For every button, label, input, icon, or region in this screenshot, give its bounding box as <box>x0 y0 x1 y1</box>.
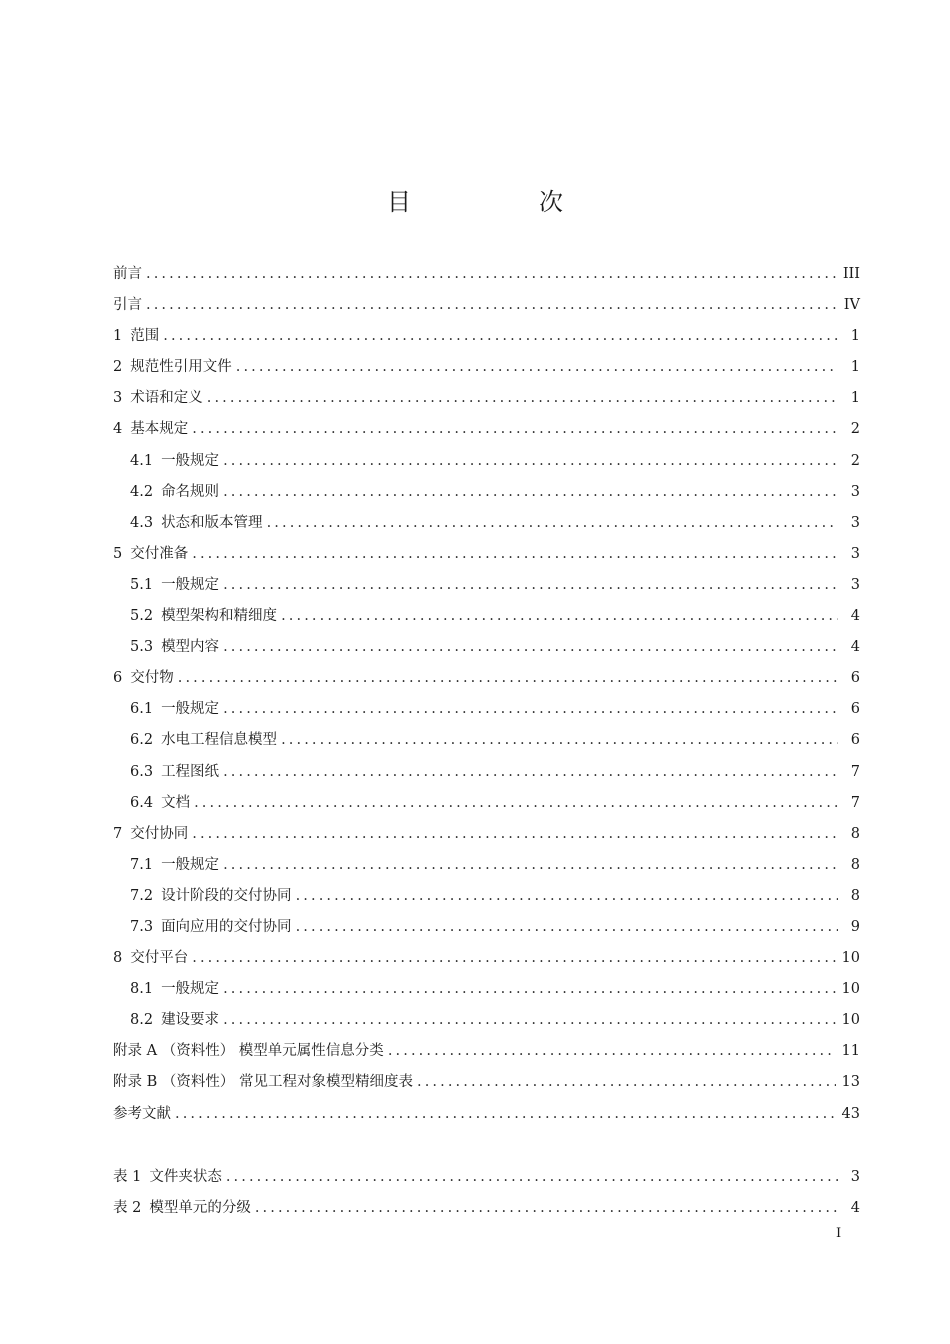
toc-entry-page: 4 <box>850 639 860 656</box>
toc-entry-page: 10 <box>841 981 860 998</box>
toc-entry-title: 规范性引用文件 <box>130 359 232 376</box>
toc-entry-number: 6.4 <box>130 794 154 811</box>
toc-entry-page: 3 <box>850 514 860 531</box>
toc-entry[interactable] <box>113 632 860 663</box>
toc-entry-number: 8.1 <box>130 981 154 998</box>
table-entry[interactable] <box>113 1193 860 1224</box>
list-of-tables <box>113 1162 860 1224</box>
dot-leader <box>388 1036 836 1067</box>
toc-entry[interactable] <box>113 352 860 383</box>
toc-entry[interactable] <box>113 788 860 819</box>
toc-entry[interactable] <box>113 290 860 321</box>
page-title: 目 次 <box>387 188 615 216</box>
toc-entry-title: 工程图纸 <box>161 763 220 780</box>
toc-entry-number: 1 <box>113 328 123 345</box>
toc-entry-number: 2 <box>113 359 123 376</box>
toc-entry-page: 3 <box>850 576 860 593</box>
dot-leader <box>223 850 838 881</box>
toc-entry-title: 术语和定义 <box>130 390 203 407</box>
toc-entry[interactable] <box>113 850 860 881</box>
toc-entry-title: 一般规定 <box>161 701 220 718</box>
toc-entry-title: 一般规定 <box>161 576 220 593</box>
toc-entry-page: 2 <box>850 452 860 469</box>
toc-entry[interactable] <box>113 539 860 570</box>
toc-entry-title: 参考文献 <box>113 1105 171 1122</box>
dot-leader <box>267 508 838 539</box>
toc-entry[interactable] <box>113 259 860 290</box>
toc-entry-page: 11 <box>841 1043 860 1060</box>
toc-entry-title: 前言 <box>113 266 142 282</box>
toc-entry-page: 6 <box>850 732 860 749</box>
table-entry-number: 表 1 <box>113 1169 142 1185</box>
toc-entry-title: 范围 <box>130 328 160 345</box>
toc-entry[interactable] <box>113 570 860 601</box>
toc-entry-number: 4.2 <box>130 483 154 500</box>
toc-entry[interactable] <box>113 881 860 912</box>
toc-entry-number: 7.1 <box>130 856 154 873</box>
dot-leader <box>255 1193 838 1224</box>
toc-entry[interactable] <box>113 1067 860 1098</box>
toc-entry-number: 6.3 <box>130 763 154 780</box>
toc-entry-number: 6.1 <box>130 701 154 718</box>
table-entry-page: 4 <box>850 1200 860 1217</box>
toc-entry[interactable] <box>113 321 860 352</box>
toc-entry-number: 4.1 <box>130 452 154 469</box>
dot-leader <box>175 1099 836 1130</box>
toc-entry-number: 7 <box>113 825 123 842</box>
toc-entry[interactable] <box>113 725 860 756</box>
toc-entry-title: 交付协同 <box>130 825 189 842</box>
toc-entry[interactable] <box>113 1099 860 1130</box>
dot-leader <box>192 414 838 445</box>
toc-entry-title: 建设要求 <box>161 1012 220 1029</box>
table-entry-title: 文件夹状态 <box>149 1169 222 1185</box>
toc-entry-title: 交付平台 <box>130 950 189 967</box>
dot-leader <box>223 570 838 601</box>
toc-entry[interactable] <box>113 477 860 508</box>
toc-entry-title: 交付准备 <box>130 545 189 562</box>
dot-leader <box>223 632 838 663</box>
toc-entry[interactable] <box>113 1005 860 1036</box>
toc-entry[interactable] <box>113 974 860 1005</box>
dot-leader <box>223 446 838 477</box>
toc-entry-page: IV <box>843 297 860 314</box>
toc-entry-title: 引言 <box>113 297 142 314</box>
toc-entry-page: 1 <box>850 390 860 407</box>
toc-entry-title: 交付物 <box>130 670 174 687</box>
toc-entry[interactable] <box>113 819 860 850</box>
toc-entry-number: 8 <box>113 950 123 967</box>
toc-entry-number: 5.2 <box>130 608 154 625</box>
toc-entry-number: 3 <box>113 390 123 407</box>
toc-entry-number: 8.2 <box>130 1012 154 1029</box>
toc-entry-page: 6 <box>850 701 860 718</box>
dot-leader <box>236 352 838 383</box>
toc-entry-page: 3 <box>850 483 860 500</box>
table-entry-page: 3 <box>850 1169 860 1185</box>
toc-entry-page: 8 <box>850 856 860 873</box>
dot-leader <box>192 943 835 974</box>
toc-entry-title: 状态和版本管理 <box>161 514 263 531</box>
toc-entry-title: 水电工程信息模型 <box>161 732 278 749</box>
toc-entry-title: 文档 <box>161 794 191 811</box>
toc-entry[interactable] <box>113 601 860 632</box>
toc-entry[interactable] <box>113 912 860 943</box>
toc-entry-title: 模型架构和精细度 <box>161 608 278 625</box>
toc-entry-page: 3 <box>850 545 860 562</box>
toc-entry-title: 基本规定 <box>130 421 189 438</box>
toc-entry-page: 8 <box>850 887 860 904</box>
dot-leader <box>146 259 837 290</box>
toc-entry-page: 6 <box>850 670 860 687</box>
table-entry-title: 模型单元的分级 <box>149 1200 251 1217</box>
dot-leader <box>223 694 838 725</box>
dot-leader <box>223 1005 835 1036</box>
toc-entry-number: 5.1 <box>130 576 154 593</box>
toc-entry-page: 9 <box>850 918 860 935</box>
dot-leader <box>163 321 838 352</box>
dot-leader <box>281 725 838 756</box>
toc-entry-title: 一般规定 <box>161 452 220 469</box>
toc-entry-title: 附录 A （资料性） 模型单元属性信息分类 <box>113 1043 384 1060</box>
dot-leader <box>223 477 838 508</box>
toc-entry[interactable] <box>113 383 860 414</box>
toc-entry-number: 4.3 <box>130 514 154 531</box>
toc-entry[interactable] <box>113 414 860 445</box>
toc-entry-page: 10 <box>841 950 860 967</box>
toc-entry-page: 1 <box>850 359 860 376</box>
toc-entry-page: 8 <box>850 825 860 842</box>
dot-leader <box>296 881 838 912</box>
toc-entry-page: 13 <box>841 1074 860 1091</box>
toc-entry-title: 面向应用的交付协同 <box>161 918 292 935</box>
dot-leader <box>223 757 838 788</box>
toc-entry-number: 7.2 <box>130 887 154 904</box>
toc-entry-number: 7.3 <box>130 918 154 935</box>
toc-entry-page: 7 <box>850 794 860 811</box>
table-entry-number: 表 2 <box>113 1200 142 1217</box>
dot-leader <box>296 912 838 943</box>
toc-entry-page: 2 <box>850 421 860 438</box>
toc-entry-page: 7 <box>850 763 860 780</box>
toc-entry-page: 4 <box>850 608 860 625</box>
dot-leader <box>178 663 838 694</box>
dot-leader <box>146 290 838 321</box>
toc-entry[interactable] <box>113 1036 860 1067</box>
toc-entry[interactable] <box>113 508 860 539</box>
toc-entry[interactable] <box>113 446 860 477</box>
toc-entry[interactable] <box>113 694 860 725</box>
toc-entry-page: III <box>842 266 860 282</box>
table-entry[interactable] <box>113 1162 860 1193</box>
dot-leader <box>192 539 838 570</box>
toc-entry[interactable] <box>113 943 860 974</box>
dot-leader <box>192 819 838 850</box>
table-of-contents <box>113 259 860 1130</box>
dot-leader <box>417 1067 836 1098</box>
toc-entry-title: 设计阶段的交付协同 <box>161 887 292 904</box>
dot-leader <box>194 788 838 819</box>
dot-leader <box>226 1162 838 1193</box>
toc-entry-title: 一般规定 <box>161 981 220 998</box>
dot-leader <box>207 383 838 414</box>
dot-leader <box>281 601 838 632</box>
toc-entry-page: 43 <box>841 1105 860 1122</box>
page-number: I <box>836 1226 842 1241</box>
toc-entry-title: 附录 B （资料性） 常见工程对象模型精细度表 <box>113 1074 413 1091</box>
toc-entry-title: 一般规定 <box>161 856 220 873</box>
toc-entry-number: 5.3 <box>130 639 154 656</box>
toc-entry-title: 命名规则 <box>161 483 220 500</box>
toc-entry[interactable] <box>113 757 860 788</box>
toc-entry[interactable] <box>113 663 860 694</box>
toc-entry-title: 模型内容 <box>161 639 220 656</box>
toc-entry-page: 1 <box>850 328 860 345</box>
toc-entry-number: 6.2 <box>130 732 154 749</box>
dot-leader <box>223 974 835 1005</box>
toc-entry-number: 6 <box>113 670 123 687</box>
toc-entry-number: 4 <box>113 421 123 438</box>
toc-entry-number: 5 <box>113 545 123 562</box>
toc-entry-page: 10 <box>841 1012 860 1029</box>
